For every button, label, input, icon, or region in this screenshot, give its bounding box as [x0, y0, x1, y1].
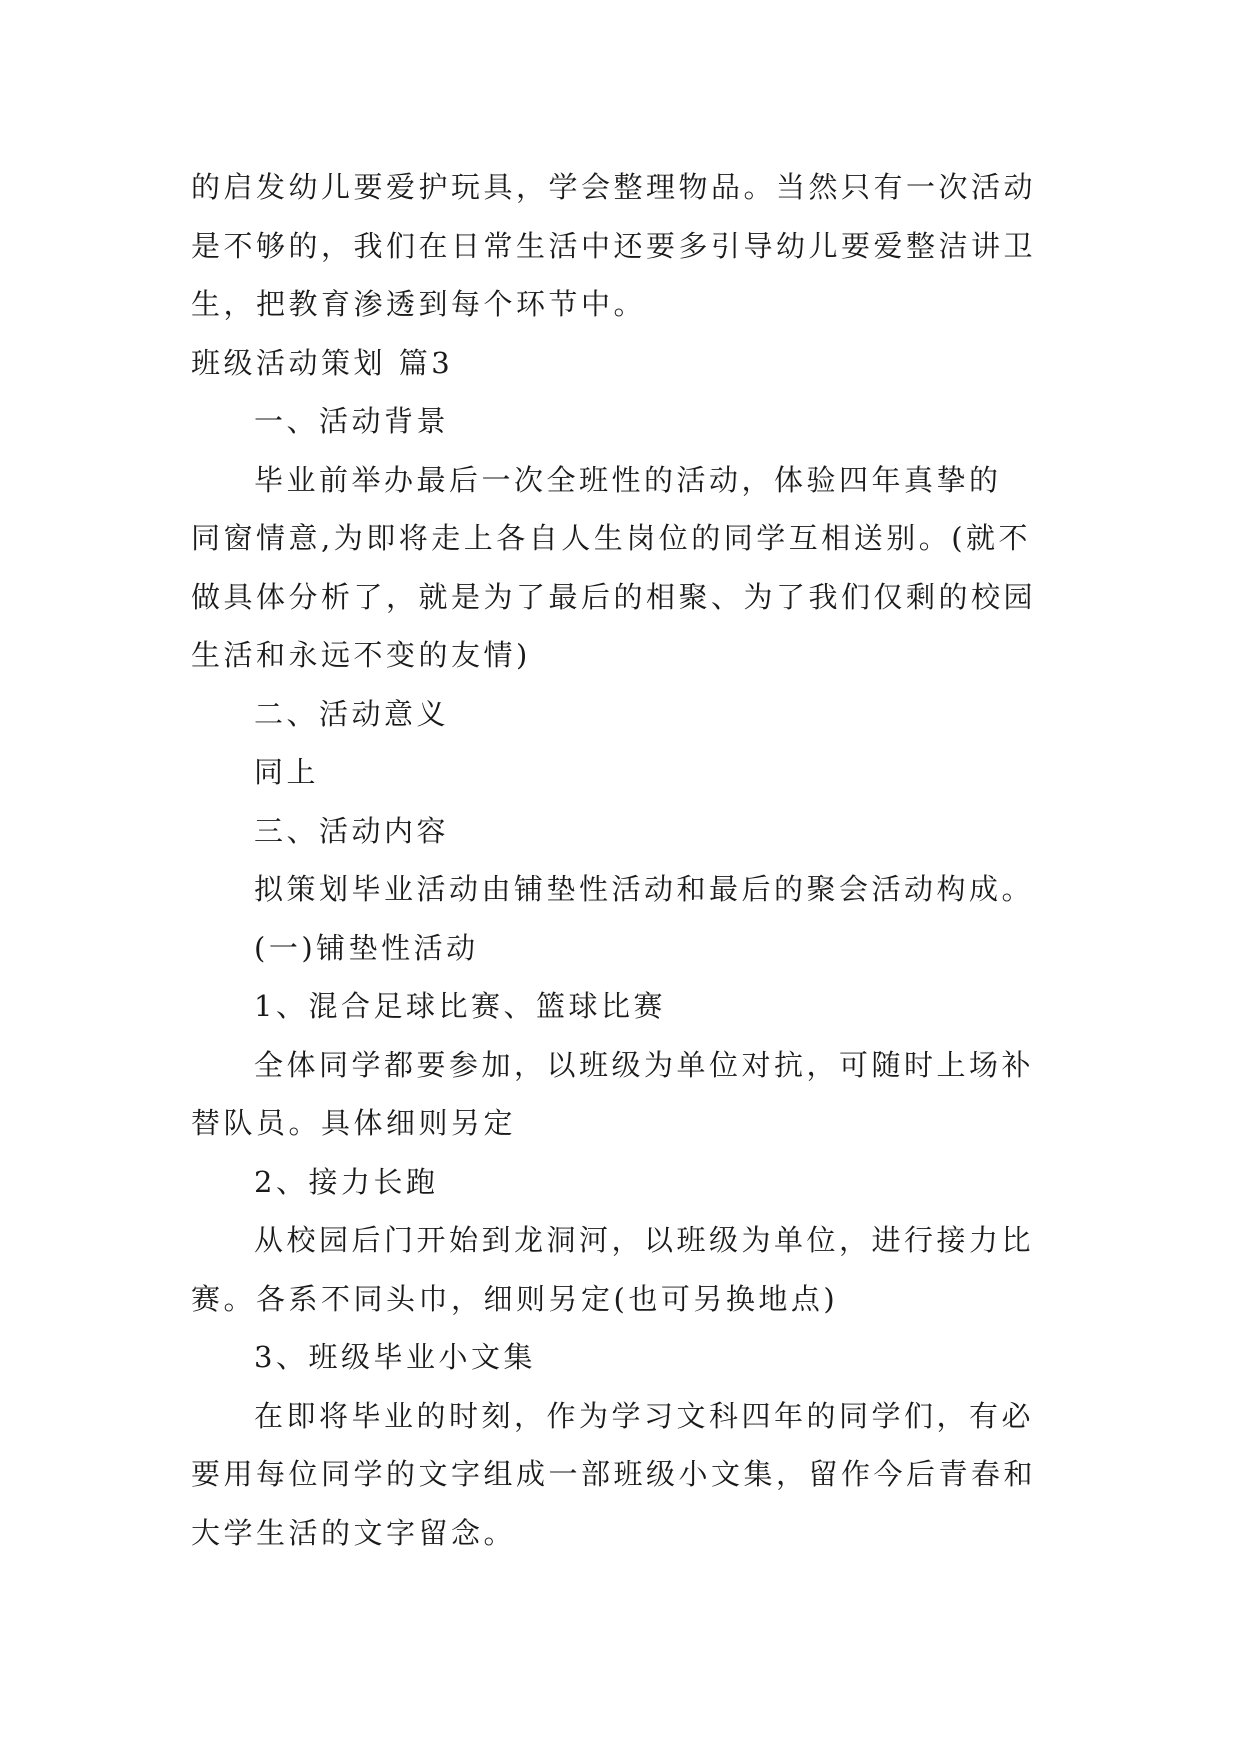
paragraph-line: 在即将毕业的时刻，作为学习文科四年的同学们，有必 — [254, 1398, 1035, 1433]
paragraph-line: 替队员。具体细则另定 — [191, 1106, 517, 1140]
section-title: 班级活动策划 篇3 — [191, 345, 454, 380]
heading-significance: 二、活动意义 — [254, 696, 450, 731]
heading-background: 一、活动背景 — [254, 404, 450, 438]
paragraph-line: 从校园后门开始到龙洞河，以班级为单位，进行接力比 — [254, 1223, 1035, 1257]
paragraph-line: 同上 — [254, 755, 320, 789]
document-body — [191, 158, 1061, 1562]
paragraph-line: 全体同学都要参加，以班级为单位对抗，可随时上场补 — [254, 1047, 1035, 1082]
list-item-heading: 2、接力长跑 — [254, 1164, 439, 1199]
paragraph-line: 是不够的，我们在日常生活中还要多引导幼儿要爱整洁讲卫 — [191, 228, 1037, 263]
heading-content: 三、活动内容 — [254, 813, 450, 848]
paragraph-line: 毕业前举办最后一次全班性的活动，体验四年真挚的 — [254, 462, 1002, 497]
paragraph-line: 大学生活的文字留念。 — [191, 1515, 517, 1550]
paragraph-line: 要用每位同学的文字组成一部班级小文集，留作今后青春和 — [191, 1457, 1037, 1491]
paragraph-line: 做具体分析了，就是为了最后的相聚、为了我们仅剩的校园 — [191, 579, 1037, 614]
paragraph-line: 生，把教育渗透到每个环节中。 — [191, 287, 647, 321]
paragraph-line: 同窗情意,为即将走上各自人生岗位的同学互相送别。(就不 — [191, 521, 1032, 555]
paragraph-line: 的启发幼儿要爱护玩具，学会整理物品。当然只有一次活动 — [191, 170, 1037, 204]
paragraph-line: 拟策划毕业活动由铺垫性活动和最后的聚会活动构成。 — [254, 872, 1035, 906]
paragraph-line: 赛。各系不同头巾，细则另定(也可另换地点) — [191, 1281, 839, 1316]
subheading-preparatory: (一)铺垫性活动 — [254, 930, 479, 965]
list-item-heading: 1、混合足球比赛、篮球比赛 — [254, 989, 666, 1023]
list-item-heading: 3、班级毕业小文集 — [254, 1340, 536, 1374]
paragraph-line: 生活和永远不变的友情) — [191, 638, 531, 672]
